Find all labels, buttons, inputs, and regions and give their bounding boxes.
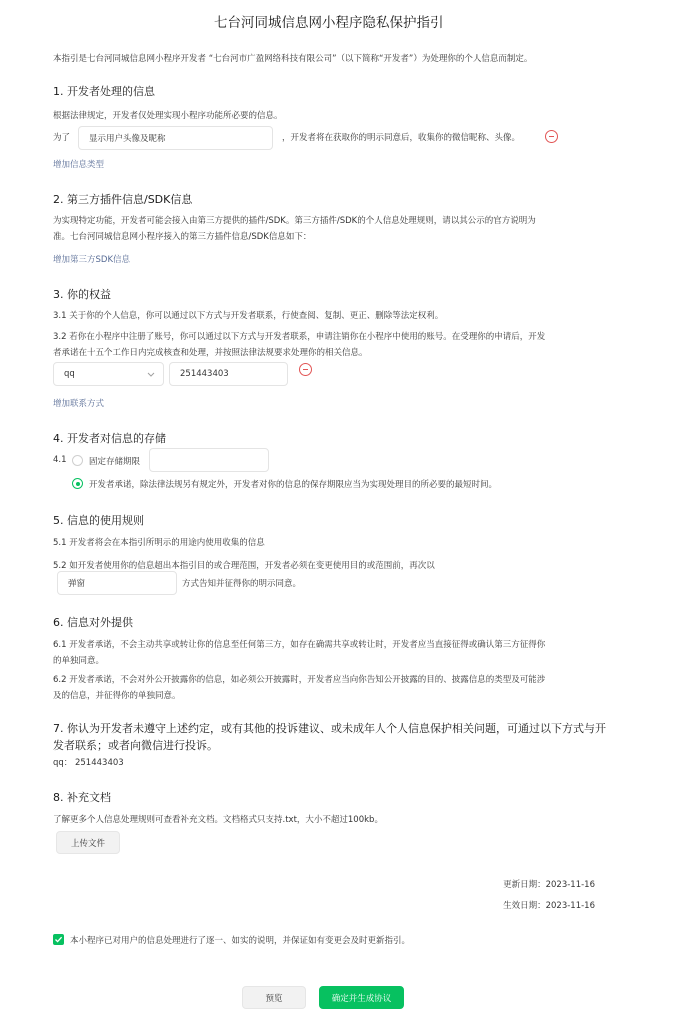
fixed-period-radio[interactable] bbox=[72, 455, 83, 466]
section-3-heading: 3. 你的权益 bbox=[53, 288, 111, 301]
section-2-heading: 2. 第三方插件信息/SDK信息 bbox=[53, 193, 193, 206]
section-6-item-2-line2: 及的信息，并征得你的单独同意。 bbox=[53, 691, 181, 701]
purpose-input-value: 显示用户头像及昵称 bbox=[89, 134, 166, 144]
min-period-label: 开发者承诺，除法律法规另有规定外，开发者对你的信息的保存期限应当为实现处理目的所必要的最短时间。 bbox=[89, 480, 498, 490]
purpose-prefix: 为了 bbox=[53, 133, 71, 143]
section-5-heading: 5. 信息的使用规则 bbox=[53, 514, 144, 527]
add-contact-link[interactable]: 增加联系方式 bbox=[53, 399, 105, 409]
section-3-item-2-line2: 者承诺在十五个工作日内完成核查和处理，并按照法律法规要求处理你的相关信息。 bbox=[53, 348, 368, 358]
updated-date: 更新日期：2023-11-16 bbox=[503, 880, 595, 890]
add-sdk-link[interactable]: 增加第三方SDK信息 bbox=[53, 255, 131, 265]
confirm-text: 本小程序已对用户的信息处理进行了逐一、如实的说明，并保证如有变更会及时更新指引。 bbox=[70, 936, 411, 946]
section-1-heading: 1. 开发者处理的信息 bbox=[53, 85, 155, 98]
contact-type-select[interactable] bbox=[53, 362, 164, 386]
section-6-heading: 6. 信息对外提供 bbox=[53, 616, 133, 629]
purpose-suffix: ，开发者将在获取你的明示同意后，收集你的微信昵称、头像。 bbox=[282, 133, 521, 143]
section-2-desc-line1: 为实现特定功能，开发者可能会接入由第三方提供的插件/SDK。第三方插件/SDK的个人信息处理规则，请以其公示的官方说明为 bbox=[53, 216, 536, 226]
storage-period-input[interactable] bbox=[149, 448, 269, 472]
section-1-desc: 根据法律规定，开发者仅处理实现小程序功能所必要的信息。 bbox=[53, 111, 283, 121]
section-6-item-2-line1: 6.2 开发者承诺，不会对外公开披露你的信息，如必须公开披露时，开发者应当向你告知公开披露的目的、披露信息的类型及可能涉 bbox=[53, 675, 546, 685]
section-7-heading-line1: 7. 你认为开发者未遵守上述约定，或有其他的投诉建议、或未成年人个人信息保护相关问题，可通过以下方式与开 bbox=[53, 722, 606, 735]
effective-date: 生效日期：2023-11-16 bbox=[503, 901, 595, 911]
complaint-contact: qq： 251443403 bbox=[53, 758, 124, 768]
section-4-num: 4.1 bbox=[53, 455, 67, 465]
confirm-checkbox[interactable] bbox=[53, 934, 64, 945]
section-3-item-1: 3.1 关于你的个人信息，你可以通过以下方式与开发者联系，行使查阅、复制、更正、删除等法定权利。 bbox=[53, 311, 444, 321]
min-period-radio[interactable] bbox=[72, 478, 83, 489]
chevron-down-icon bbox=[147, 372, 155, 378]
section-8-heading: 8. 补充文档 bbox=[53, 791, 111, 804]
intro-text: 本指引是七台河同城信息网小程序开发者 “七台河市广盈网络科技有限公司”（以下简称“开发者”）为处理你的个人信息而制定。 bbox=[53, 54, 533, 64]
notify-method-value: 弹窗 bbox=[68, 579, 86, 589]
section-5-item-2: 5.2 如开发者使用你的信息超出本指引目的或合理范围，开发者必须在变更使用目的或范围前，再次以 bbox=[53, 561, 435, 571]
section-7-heading-line2: 发者联系；或者向微信进行投诉。 bbox=[53, 739, 218, 752]
upload-file-button[interactable]: 上传文件 bbox=[56, 831, 120, 854]
remove-contact-icon[interactable] bbox=[299, 363, 312, 376]
section-5-item-1: 5.1 开发者将会在本指引所明示的用途内使用收集的信息 bbox=[53, 538, 265, 548]
remove-icon[interactable] bbox=[545, 130, 558, 143]
section-8-desc: 了解更多个人信息处理规则可查看补充文档。文档格式只支持.txt，大小不超过100kb。 bbox=[53, 815, 383, 825]
submit-button[interactable]: 确定并生成协议 bbox=[319, 986, 404, 1009]
contact-type-value: qq bbox=[64, 369, 75, 379]
fixed-period-label: 固定存储期限 bbox=[89, 457, 141, 467]
section-6-item-1-line2: 的单独同意。 bbox=[53, 656, 105, 666]
purpose-input[interactable] bbox=[78, 126, 273, 150]
section-5-item-2-suffix: 方式告知并征得你的明示同意。 bbox=[182, 579, 302, 589]
contact-value-input[interactable] bbox=[169, 362, 288, 386]
contact-value-text: 251443403 bbox=[180, 369, 229, 379]
section-4-heading: 4. 开发者对信息的存储 bbox=[53, 432, 166, 445]
notify-method-input[interactable] bbox=[57, 571, 177, 595]
section-6-item-1-line1: 6.1 开发者承诺，不会主动共享或转让你的信息至任何第三方，如存在确需共享或转让时，开发者应当直接征得或确认第三方征得你 bbox=[53, 640, 546, 650]
add-info-type-link[interactable]: 增加信息类型 bbox=[53, 160, 105, 170]
preview-button[interactable]: 预览 bbox=[242, 986, 306, 1009]
check-icon bbox=[53, 934, 64, 945]
page-title: 七台河同城信息网小程序隐私保护指引 bbox=[214, 15, 444, 31]
section-2-desc-line2: 准。七台河同城信息网小程序接入的第三方插件信息/SDK信息如下： bbox=[53, 232, 312, 242]
section-3-item-2-line1: 3.2 若你在小程序中注册了账号，你可以通过以下方式与开发者联系，申请注销你在小程序中使用的账号。在受理你的申请后，开发 bbox=[53, 332, 546, 342]
